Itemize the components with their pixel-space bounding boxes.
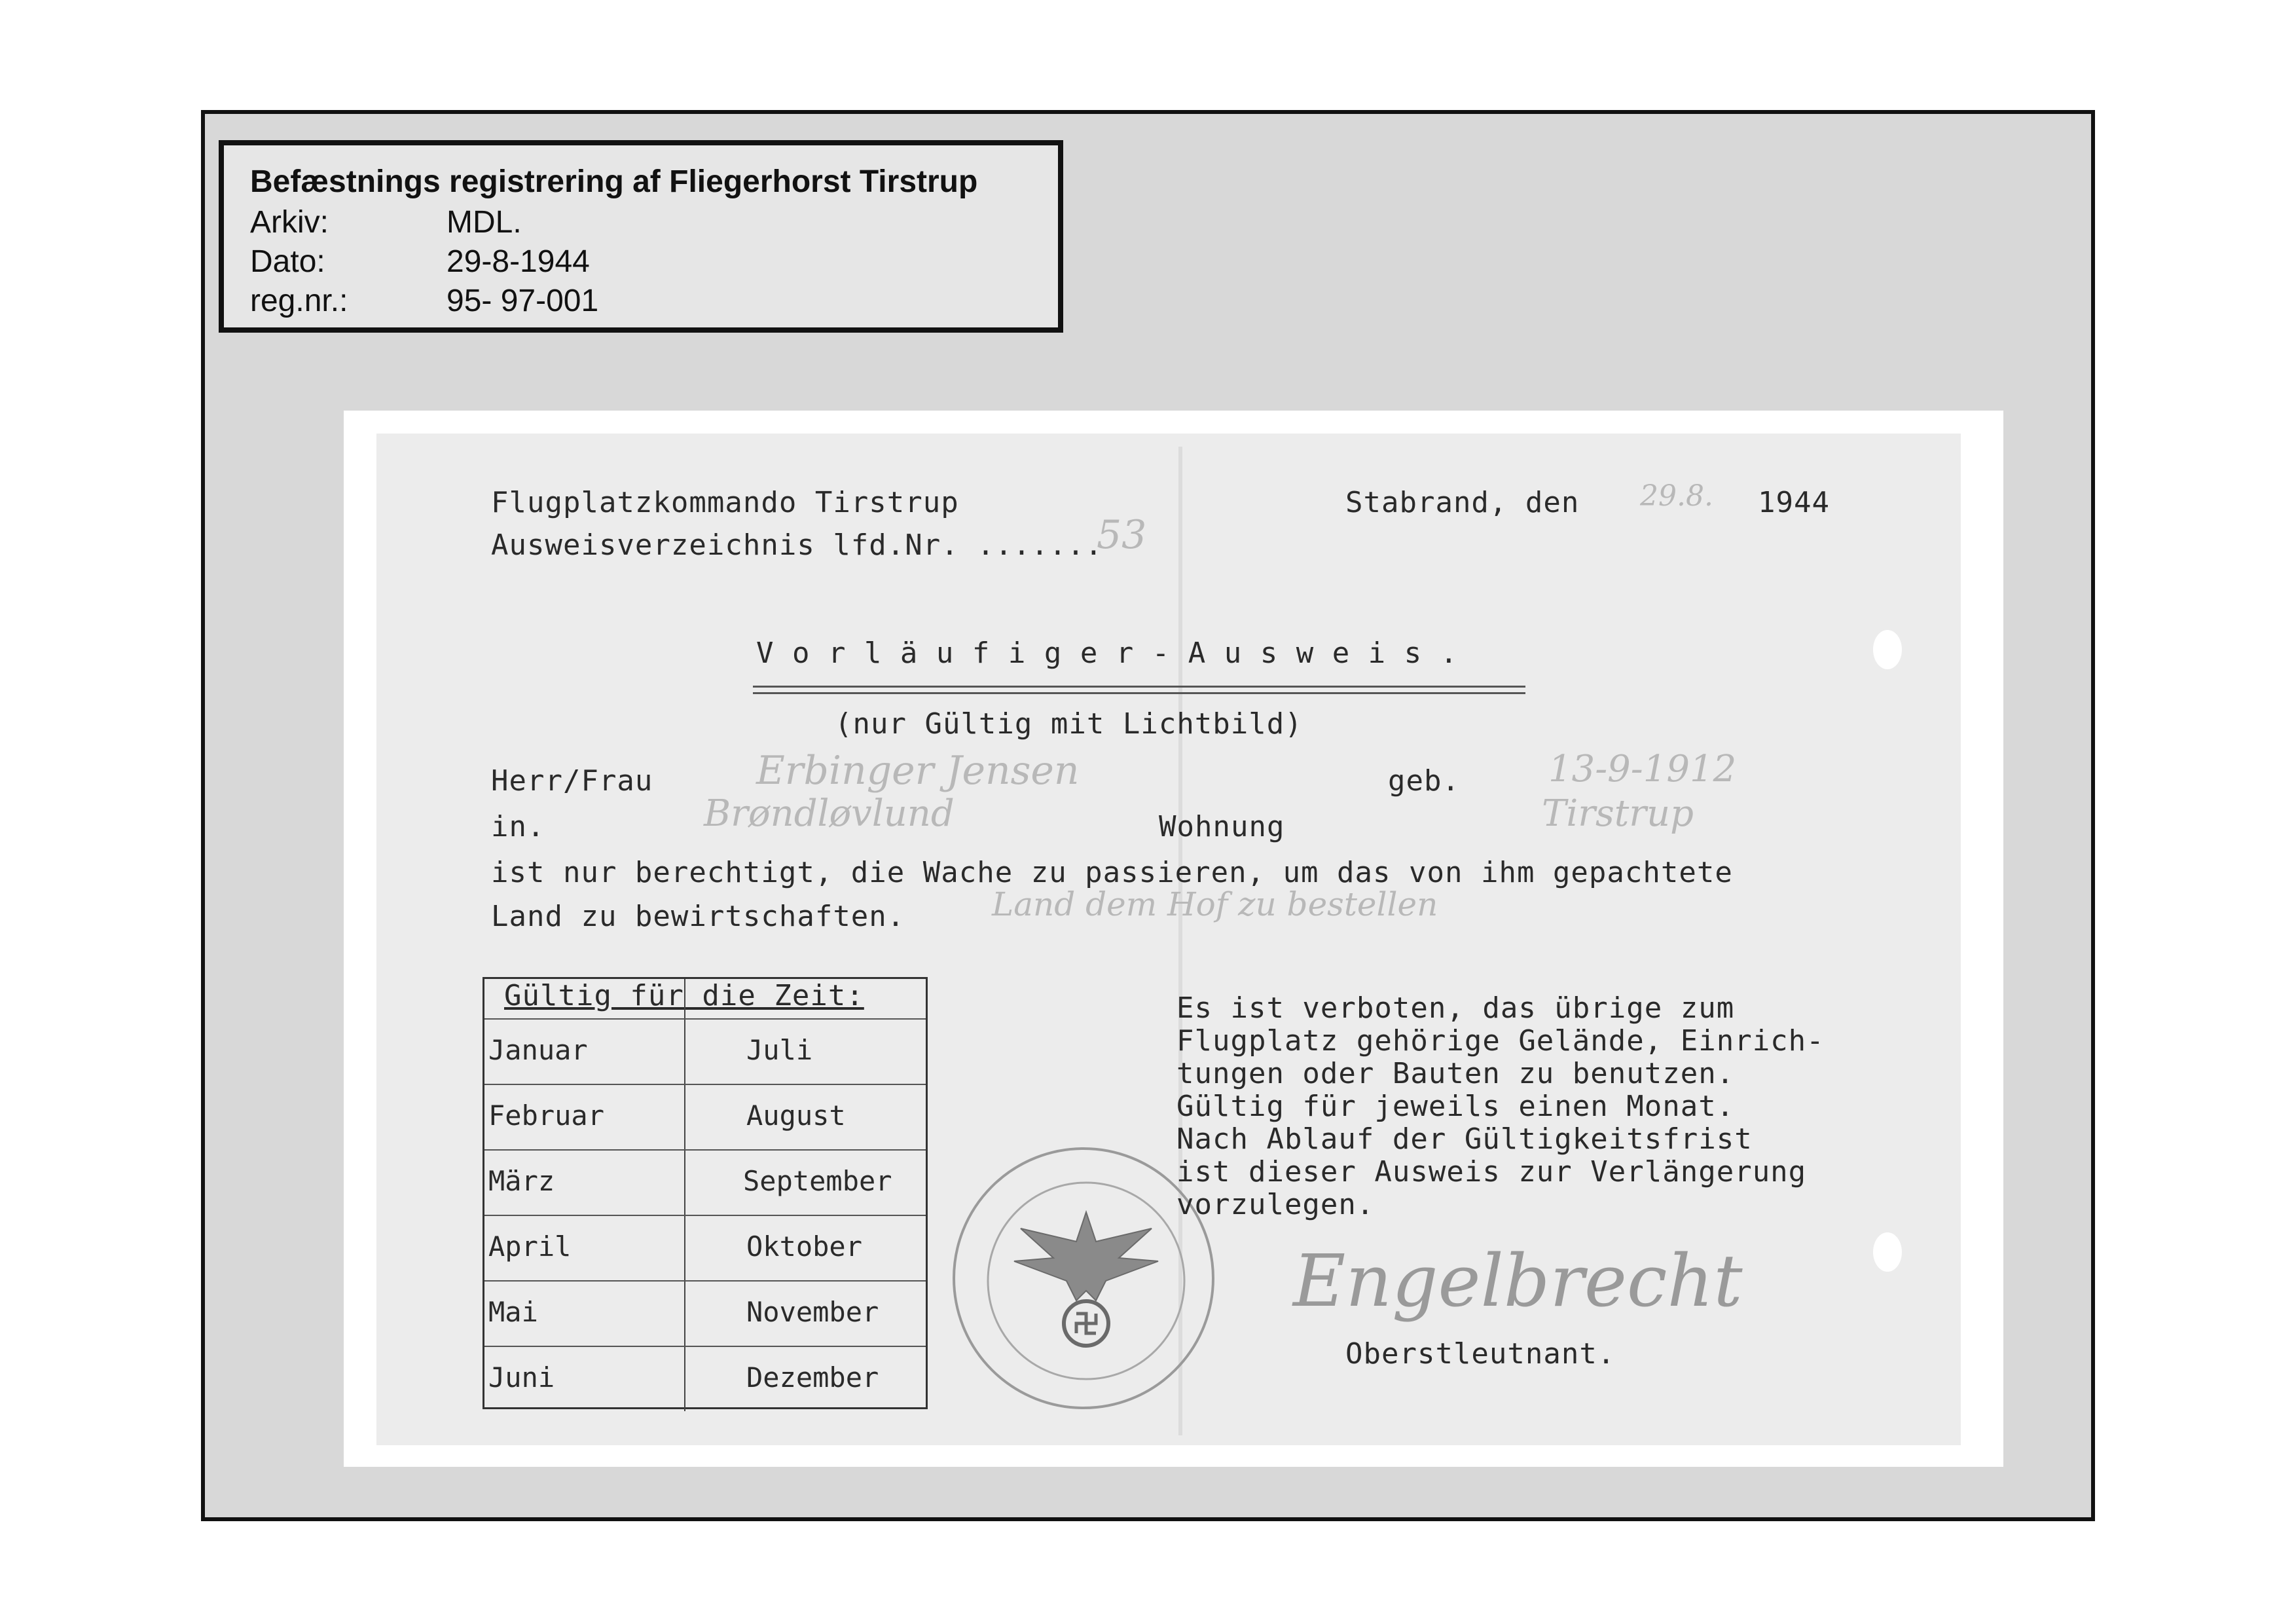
- validity-heading: Gültig für die Zeit:: [504, 979, 864, 1012]
- month-row: [484, 1149, 926, 1216]
- wohnung-label: Wohnung: [1159, 810, 1285, 843]
- month-row: [484, 1215, 926, 1282]
- temporary-pass-document: [376, 434, 1961, 1445]
- label-row-regnr: [250, 283, 598, 319]
- month-row: [484, 1084, 926, 1151]
- label-row-date: [250, 244, 590, 280]
- command-name: Flugplatzkommando Tirstrup: [491, 486, 959, 519]
- label-value: MDL.: [446, 205, 522, 240]
- label-key: Arkiv:: [250, 205, 329, 240]
- month-left: März: [488, 1165, 555, 1197]
- month-right: Juli: [746, 1034, 813, 1066]
- month-right: November: [746, 1296, 879, 1328]
- notice-line: Gültig für jeweils einen Monat.: [1176, 1090, 1735, 1123]
- official-stamp: [953, 1147, 1214, 1409]
- handwritten-name: Erbinger Jensen: [756, 748, 1080, 794]
- month-right: September: [743, 1165, 892, 1197]
- document-heading: V o r l ä u f i g e r - A u s w e i s .: [756, 637, 1459, 670]
- permission-line-1: ist nur berechtigt, die Wache zu passieren, um das von ihm gepachtete: [491, 856, 1733, 889]
- month-left: April: [488, 1230, 572, 1263]
- label-title: Befæstnings registrering af Fliegerhorst Tirstrup: [250, 164, 978, 199]
- punch-hole: [1873, 630, 1902, 669]
- handwritten-signature: Engelbrecht: [1293, 1239, 1743, 1323]
- signer-title: Oberstleutnant.: [1345, 1337, 1616, 1371]
- notice-line: ist dieser Ausweis zur Verlängerung: [1176, 1155, 1807, 1189]
- notice-line: Flugplatz gehörige Gelände, Einrich-: [1176, 1024, 1825, 1058]
- notice-line: Es ist verboten, das übrige zum: [1176, 991, 1735, 1025]
- notice-line: vorzulegen.: [1176, 1188, 1375, 1221]
- handwritten-extra-note: Land dem Hof zu bestellen: [992, 885, 1438, 923]
- heading-underline: [753, 692, 1525, 694]
- month-right: Oktober: [746, 1230, 863, 1263]
- archive-label-box: [219, 140, 1063, 333]
- handwritten-date: 29.8.: [1640, 479, 1713, 513]
- month-row: [484, 1346, 926, 1412]
- heading-underline: [753, 686, 1525, 688]
- heading-subtitle: (nur Gültig mit Lichtbild): [835, 707, 1303, 741]
- handwritten-residence: Tirstrup: [1542, 792, 1694, 835]
- label-value: 29-8-1944: [446, 244, 590, 279]
- month-left: Februar: [488, 1099, 605, 1132]
- month-row: [484, 1280, 926, 1347]
- month-right: Dezember: [746, 1361, 879, 1393]
- permission-line-2: Land zu bewirtschaften.: [491, 900, 905, 933]
- handwritten-place: Brøndløvlund: [704, 792, 955, 835]
- handwritten-register-number: 53: [1097, 512, 1147, 558]
- month-right: August: [746, 1099, 846, 1132]
- notice-line: tungen oder Bauten zu benutzen.: [1176, 1057, 1735, 1090]
- place-date-label: Stabrand, den: [1345, 486, 1580, 519]
- month-left: Mai: [488, 1296, 538, 1328]
- label-value: 95- 97-001: [446, 284, 599, 318]
- handwritten-birthdate: 13-9-1912: [1548, 748, 1737, 790]
- month-left: Juni: [488, 1361, 555, 1393]
- register-line: Ausweisverzeichnis lfd.Nr. .......: [491, 528, 1103, 562]
- month-left: Januar: [488, 1034, 588, 1066]
- geb-label: geb.: [1388, 764, 1460, 798]
- notice-line: Nach Ablauf der Gültigkeitsfrist: [1176, 1122, 1753, 1156]
- in-label: in.: [491, 810, 545, 843]
- label-key: Dato:: [250, 244, 325, 279]
- validity-table: [483, 977, 928, 1409]
- label-key: reg.nr.:: [250, 284, 348, 318]
- month-row: [484, 1018, 926, 1085]
- label-row-archive: [250, 204, 522, 240]
- year: 1944: [1758, 486, 1830, 519]
- punch-hole: [1873, 1232, 1902, 1272]
- herr-frau-label: Herr/Frau: [491, 764, 653, 798]
